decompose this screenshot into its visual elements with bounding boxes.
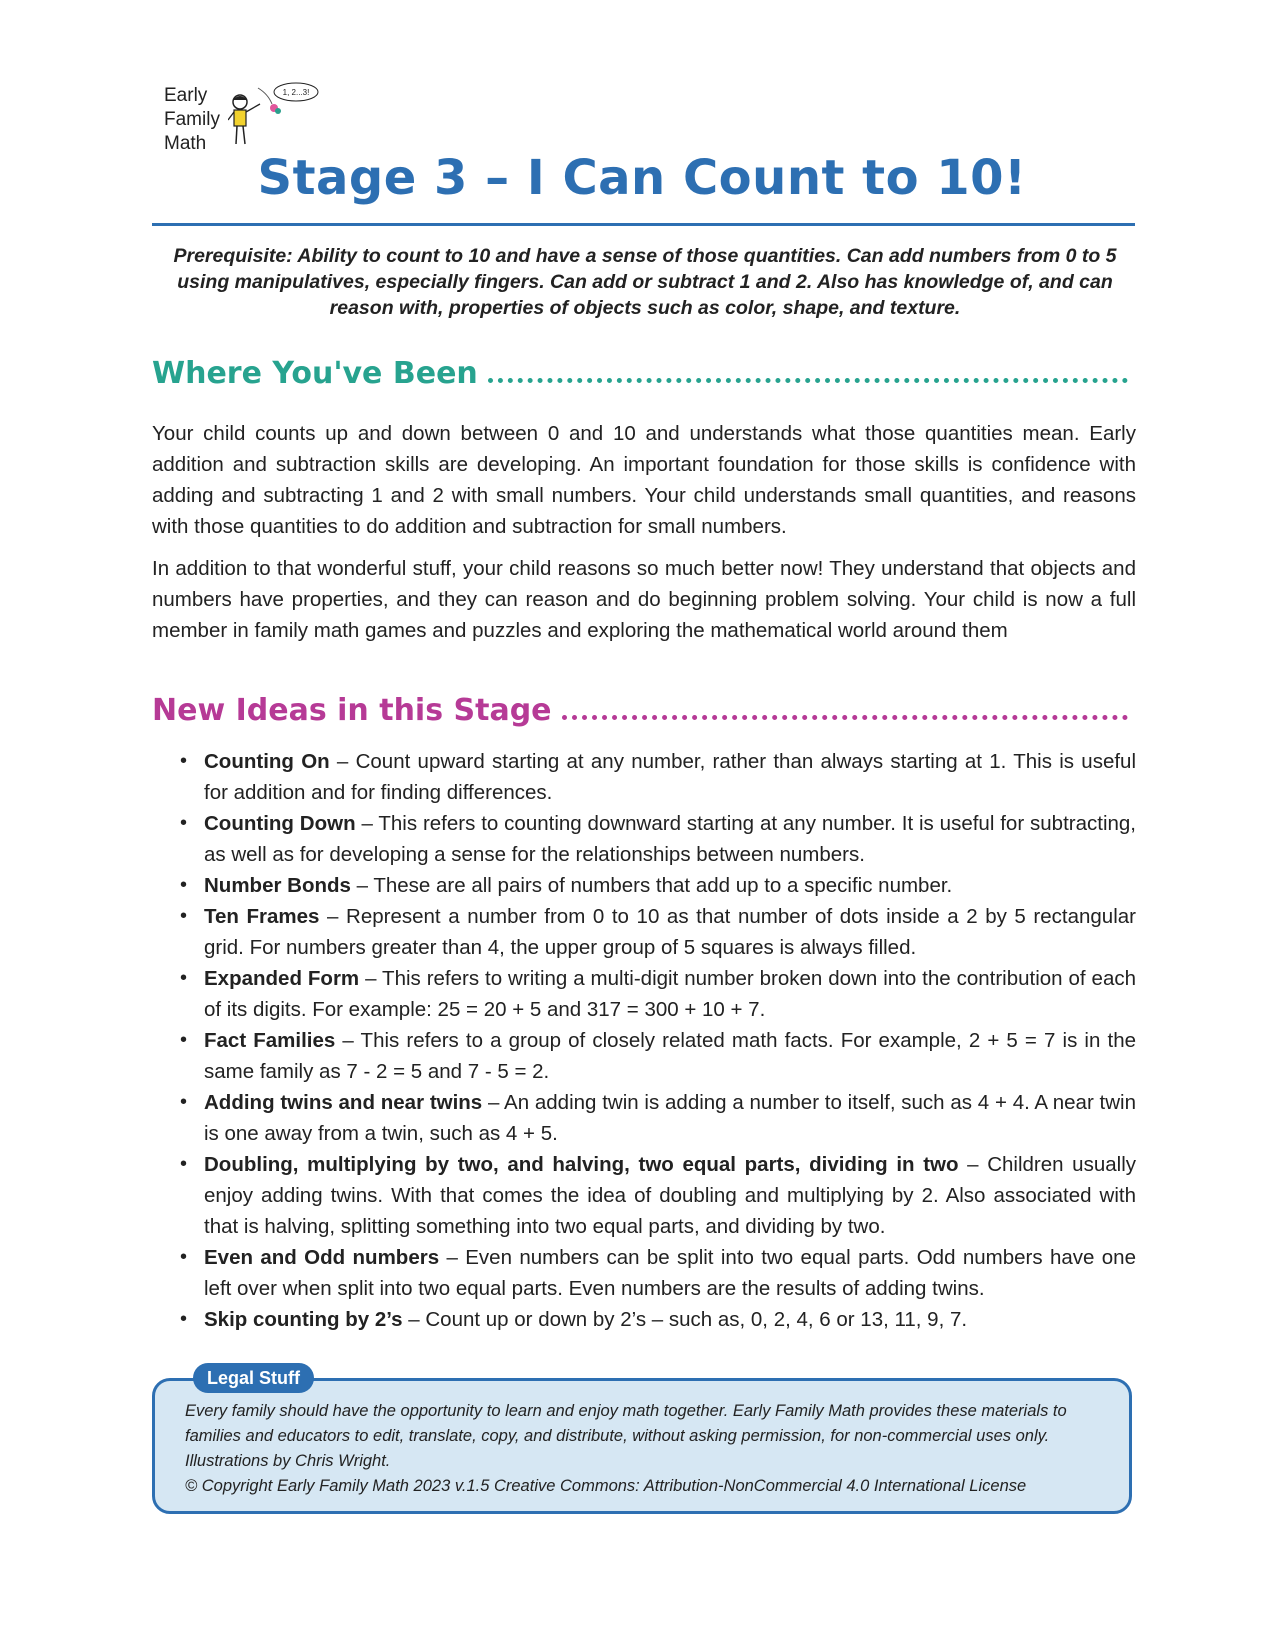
logo <box>160 80 330 160</box>
list-item <box>178 746 1136 808</box>
idea-term: Skip counting by 2’s <box>204 1308 403 1331</box>
list-item <box>178 1087 1136 1149</box>
idea-term: Ten Frames <box>204 905 320 928</box>
title-divider <box>152 223 1135 226</box>
legal-tab-label: Legal Stuff <box>193 1363 314 1393</box>
bullet-icon: • <box>180 874 188 896</box>
idea-term: Fact Families <box>204 1029 336 1052</box>
bullet-icon: • <box>180 1091 188 1113</box>
legal-box <box>152 1368 1132 1514</box>
list-item <box>178 1242 1136 1304</box>
idea-term: Expanded Form <box>204 967 360 990</box>
bullet-icon: • <box>180 905 188 927</box>
bullet-icon: • <box>180 812 188 834</box>
bullet-icon: • <box>180 1308 188 1330</box>
legal-text <box>185 1399 1105 1499</box>
idea-term: Adding twins and near twins <box>204 1091 483 1114</box>
list-item <box>178 901 1136 963</box>
new-ideas-heading <box>152 693 1128 728</box>
idea-description: – Represent a number from 0 to 10 as that number of dots inside a 2 by 5 rectangular grid. For numbers greater than 4, the upper group of 5 squares is always filled. <box>204 905 1136 959</box>
legal-line-2: families and educators to edit, translate, copy, and distribute, without asking permission, for non-commercial uses only. <box>185 1427 1050 1445</box>
logo-line-2: Family <box>164 109 220 130</box>
list-item <box>178 963 1136 1025</box>
list-item <box>178 1025 1136 1087</box>
bullet-icon: • <box>180 1153 188 1175</box>
logo-line-3: Math <box>164 133 207 154</box>
new-ideas-heading-text: New Ideas in this Stage <box>152 693 552 728</box>
bullet-icon: • <box>180 967 188 989</box>
idea-description: – These are all pairs of numbers that add up to a specific number. <box>350 874 953 897</box>
idea-description: – Children usually enjoy adding twins. With that comes the idea of doubling and multiplying by 2. Also associated with that is halving, splitting something into two equal parts, and dividing by two. <box>204 1153 1136 1238</box>
where-youve-been-heading <box>152 356 1128 391</box>
idea-term: Counting On <box>204 750 330 773</box>
child-counting-illustration <box>228 80 328 160</box>
bullet-icon: • <box>180 1029 188 1051</box>
idea-term: Even and Odd numbers <box>204 1246 440 1269</box>
idea-description: – An adding twin is adding a number to itself, such as 4 + 4. A near twin is one away from a twin, such as 4 + 5. <box>204 1091 1137 1145</box>
dotted-leader <box>562 715 1128 720</box>
legal-line-3: Illustrations by Chris Wright. <box>185 1452 391 1470</box>
bubble-text: 1, 2...3! <box>282 88 310 97</box>
legal-line-4: © Copyright Early Family Math 2023 v.1.5 Creative Commons: Attribution-NonCommercial 4.0 International License <box>185 1477 1027 1495</box>
idea-description: – Count upward starting at any number, rather than always starting at 1. This is useful for addition and for finding differences. <box>204 750 1136 804</box>
idea-term: Doubling, multiplying by two, and halving, two equal parts, dividing in two <box>204 1153 959 1176</box>
list-item <box>178 808 1136 870</box>
list-item <box>178 1149 1136 1242</box>
idea-description: – This refers to a group of closely related math facts. For example, 2 + 5 = 7 is in the same family as 7 - 2 = 5 and 7 - 5 = 2. <box>204 1029 1136 1083</box>
prerequisite-text: Prerequisite: Ability to count to 10 and have a sense of those quantities. Can add numbers from 0 to 5 using manipulatives, especially fingers. Can add or subtract 1 and 2. Also has knowledge of, and can reason with, properties of objects such as color, shape, and texture. <box>173 245 1117 319</box>
idea-term: Number Bonds <box>204 874 351 897</box>
bullet-icon: • <box>180 750 188 772</box>
legal-line-1: Every family should have the opportunity to learn and enjoy math together. Early Family Math provides these materials to <box>185 1402 1067 1420</box>
idea-term: Counting Down <box>204 812 356 835</box>
list-item <box>178 1304 1136 1335</box>
where-been-paragraph-2: In addition to that wonderful stuff, your child reasons so much better now! They understand that objects and numbers have properties, and they can reason and do beginning problem solving. Your child is now a full member in family math games and puzzles and exploring the mathematical world around them <box>152 557 1136 642</box>
idea-description: – Count up or down by 2’s – such as, 0, 2, 4, 6 or 13, 11, 9, 7. <box>402 1308 968 1331</box>
where-youve-been-heading-text: Where You've Been <box>152 356 478 391</box>
page-title: Stage 3 – I Can Count to 10! <box>257 150 1027 206</box>
idea-description: – This refers to counting downward starting at any number. It is useful for subtracting, as well as for developing a sense for the relationships between numbers. <box>204 812 1136 866</box>
bullet-icon: • <box>180 1246 188 1268</box>
dotted-leader <box>488 378 1128 383</box>
where-been-paragraph-1: Your child counts up and down between 0 and 10 and understands what those quantities mean. Early addition and subtraction skills are developing. An important foundation for those skills is confidence with adding and subtracting 1 and 2 with small numbers. Your child understands small quantities, and reasons with those quantities to do addition and subtraction for small numbers. <box>152 422 1136 538</box>
new-ideas-list <box>178 746 1136 1335</box>
logo-line-1: Early <box>164 85 208 106</box>
list-item <box>178 870 1136 901</box>
logo-text <box>164 84 220 156</box>
idea-description: – Even numbers can be split into two equal parts. Odd numbers have one left over when split into two equal parts. Even numbers are the results of adding twins. <box>204 1246 1136 1300</box>
idea-description: – This refers to writing a multi-digit number broken down into the contribution of each of its digits. For example: 25 = 20 + 5 and 317 = 300 + 10 + 7. <box>204 967 1136 1021</box>
